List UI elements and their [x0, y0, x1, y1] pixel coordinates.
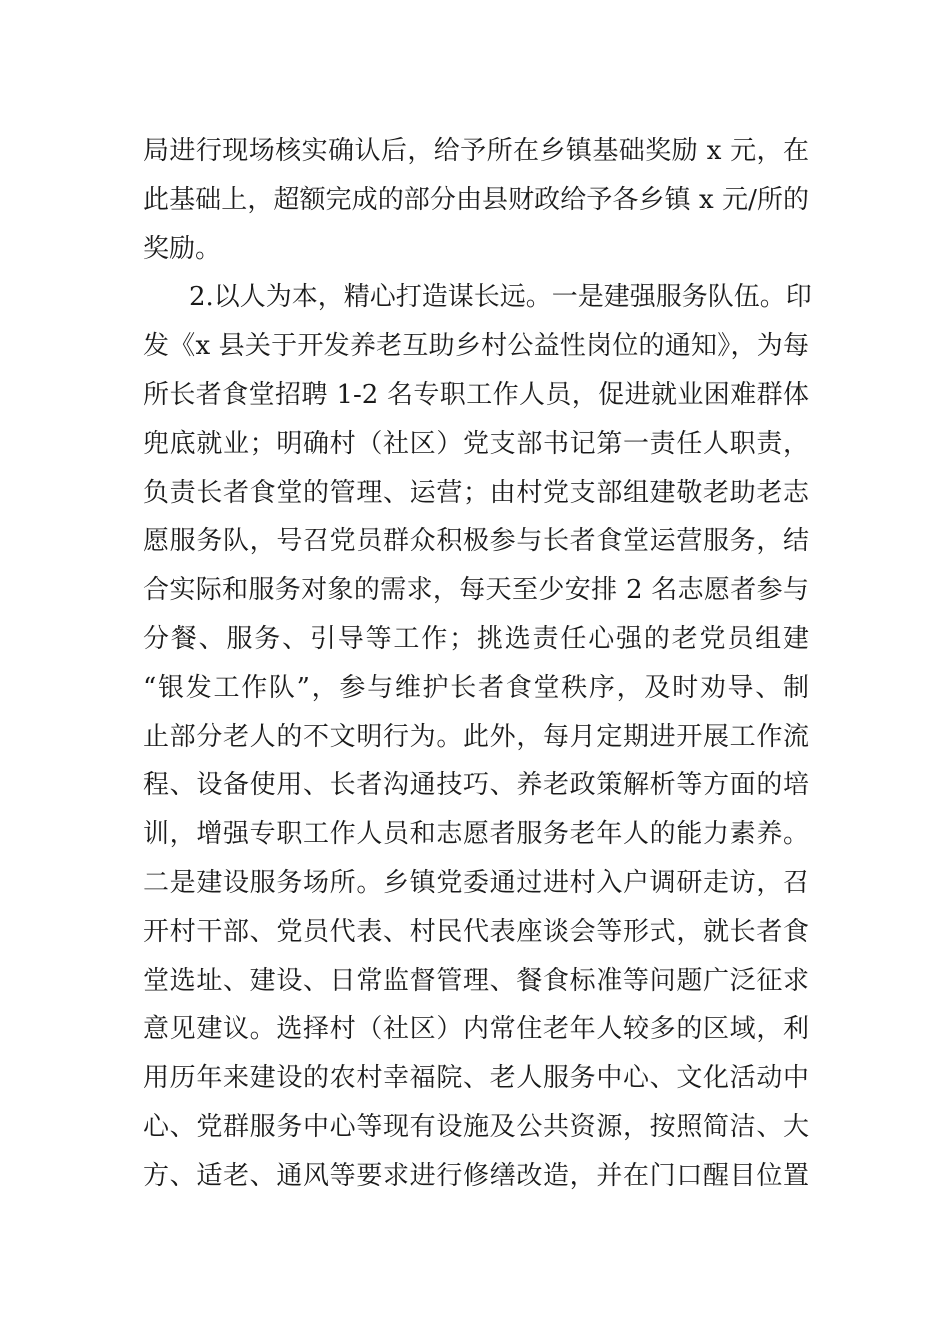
text-line: 愿服务队，号召党员群众积极参与长者食堂运营服务，结	[143, 526, 809, 557]
text-line: 分餐、服务、引导等工作；挑选责任心强的老党员组建	[143, 623, 809, 654]
text-line: 所长者食堂招聘 1-2 名专职工作人员，促进就业困难群体	[143, 379, 809, 410]
text-line: 方、适老、通风等要求进行修缮改造，并在门口醒目位置	[143, 1160, 809, 1191]
text-line: 止部分老人的不文明行为。此外，每月定期进开展工作流	[143, 721, 809, 752]
text-line: 兜底就业；明确村（社区）党支部书记第一责任人职责，	[143, 428, 809, 459]
text-line: 局进行现场核实确认后，给予所在乡镇基础奖励 x 元，在	[143, 136, 809, 166]
text-line: 奖励。	[143, 233, 222, 264]
text-line: 合实际和服务对象的需求，每天至少安排 2 名志愿者参与	[143, 575, 809, 606]
text-line: 二是建设服务场所。乡镇党委通过进村入户调研走访，召	[143, 867, 809, 898]
text-line: 开村干部、党员代表、村民代表座谈会等形式，就长者食	[143, 916, 809, 947]
text-line: 训，增强专职工作人员和志愿者服务老年人的能力素养。	[143, 819, 809, 850]
text-line: 此基础上，超额完成的部分由县财政给予各乡镇 x 元/所的	[143, 184, 809, 215]
text-line: 负责长者食堂的管理、运营；由村党支部组建敬老助老志	[143, 477, 809, 508]
text-line: 发《x 县关于开发养老互助乡村公益性岗位的通知》，为每	[143, 331, 809, 362]
text-line: “银发工作队”，参与维护长者食堂秩序，及时劝导、制	[143, 672, 809, 703]
body-text	[143, 127, 812, 1201]
text-line: 2.以人为本，精心打造谋长远。一是建强服务队伍。印	[189, 282, 812, 313]
text-line: 意见建议。选择村（社区）内常住老年人较多的区域，利	[143, 1014, 809, 1045]
text-line: 堂选址、建设、日常监督管理、餐食标准等问题广泛征求	[143, 965, 809, 996]
text-line: 心、党群服务中心等现有设施及公共资源，按照简洁、大	[143, 1111, 809, 1142]
text-line: 程、设备使用、长者沟通技巧、养老政策解析等方面的培	[143, 770, 809, 801]
text-line: 用历年来建设的农村幸福院、老人服务中心、文化活动中	[143, 1063, 809, 1094]
